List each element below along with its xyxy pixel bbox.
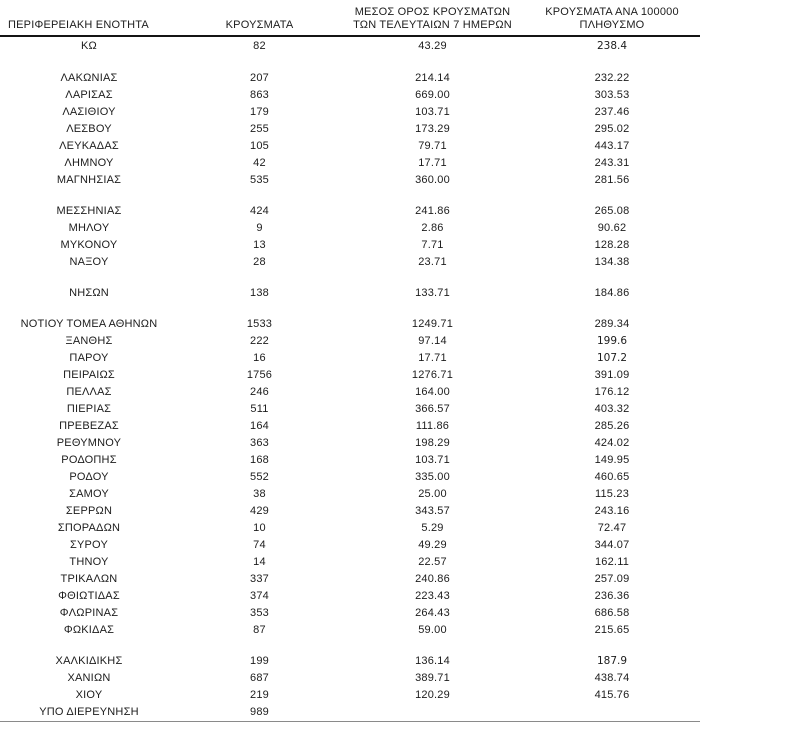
section-spacer — [0, 189, 700, 203]
regional-cases-table — [0, 6, 700, 723]
cell-cases: 82 — [253, 40, 266, 52]
table-row — [0, 554, 700, 571]
cell-avg-7day: 49.29 — [418, 539, 447, 551]
cell-avg-7day: 240.86 — [415, 573, 450, 585]
column-header-label: ΚΡΟΥΣΜΑΤΑ — [225, 19, 294, 31]
bottom-rule — [0, 722, 700, 723]
cell-region-name: ΚΩ — [81, 40, 97, 52]
table-row — [0, 452, 700, 469]
section-spacer-row — [0, 639, 700, 653]
cell-per-100k: 403.32 — [594, 403, 630, 415]
cell-avg-7day: 136.14 — [415, 655, 450, 667]
cell-region-name: ΠΕΙΡΑΙΩΣ — [63, 369, 115, 381]
cell-avg-7day — [341, 704, 524, 722]
table-row — [0, 622, 700, 639]
table-row — [0, 401, 700, 418]
cell-cases: 10 — [253, 522, 266, 534]
cell-avg-7day: 5.29 — [421, 522, 444, 534]
cell-per-100k: 115.23 — [594, 488, 630, 500]
table-row — [0, 687, 700, 704]
cell-cases: 219 — [250, 689, 269, 701]
table-row — [0, 121, 700, 138]
cell-avg-7day: 103.71 — [415, 106, 450, 118]
cell-avg-7day: 264.43 — [415, 607, 450, 619]
cell-region-name: ΧΑΛΚΙΔΙΚΗΣ — [55, 655, 123, 667]
cell-region-name: ΝΗΣΩΝ — [69, 287, 109, 299]
cell-cases: 105 — [250, 140, 269, 152]
cell-per-100k: 176.12 — [594, 386, 630, 398]
section-spacer — [0, 639, 700, 653]
cell-cases: 552 — [250, 471, 269, 483]
cell-region-name: ΤΗΝΟΥ — [69, 556, 109, 568]
cell-per-100k: 107.2 — [596, 352, 628, 364]
cell-avg-7day: 335.00 — [415, 471, 450, 483]
cell-per-100k: 72.47 — [597, 522, 627, 534]
cell-cases: 207 — [250, 72, 269, 84]
column-header-per-100k — [524, 6, 700, 36]
cell-per-100k: 686.58 — [594, 607, 630, 619]
cell-avg-7day: 1276.71 — [411, 369, 454, 381]
cell-avg-7day: 214.14 — [415, 72, 450, 84]
table-row — [0, 220, 700, 237]
table-row — [0, 203, 700, 220]
header-row — [0, 6, 700, 36]
column-header-avg-7day — [341, 6, 524, 36]
cell-region-name: ΝΑΞΟΥ — [69, 256, 109, 268]
cell-avg-7day: 2.86 — [421, 222, 444, 234]
cell-per-100k: 257.09 — [594, 573, 630, 585]
table-row — [0, 670, 700, 687]
table-row — [0, 155, 700, 172]
cell-avg-7day: 669.00 — [415, 89, 450, 101]
cell-region-name: ΧΙΟΥ — [75, 689, 103, 701]
cell-per-100k: 344.07 — [594, 539, 630, 551]
cell-cases: 1756 — [246, 369, 273, 381]
cell-avg-7day: 366.57 — [415, 403, 450, 415]
cell-cases: 424 — [250, 205, 269, 217]
cell-cases: 687 — [250, 672, 269, 684]
cell-per-100k: 162.11 — [594, 556, 630, 568]
section-spacer-row — [0, 189, 700, 203]
cell-region-name: ΛΑΣΙΘΙΟΥ — [62, 106, 116, 118]
cell-avg-7day: 198.29 — [415, 437, 450, 449]
column-header-regional-unit — [0, 6, 178, 36]
cell-region-name: ΡΕΘΥΜΝΟΥ — [56, 437, 122, 449]
cell-cases: 179 — [250, 106, 269, 118]
cell-per-100k: 295.02 — [594, 123, 630, 135]
table-row — [0, 418, 700, 435]
cell-avg-7day: 22.57 — [418, 556, 447, 568]
cell-per-100k: 289.34 — [594, 318, 630, 330]
table-header — [0, 6, 700, 36]
cell-cases: 168 — [250, 454, 269, 466]
cell-region-name: ΧΑΝΙΩΝ — [67, 672, 111, 684]
section-spacer-row — [0, 56, 700, 70]
cell-cases: 255 — [250, 123, 269, 135]
cell-avg-7day: 7.71 — [421, 239, 444, 251]
cell-cases: 429 — [250, 505, 269, 517]
table-row — [0, 285, 700, 302]
cell-per-100k: 184.86 — [594, 287, 630, 299]
cell-cases: 222 — [250, 335, 269, 347]
cell-cases: 164 — [250, 420, 269, 432]
cell-cases: 353 — [250, 607, 269, 619]
cell-avg-7day: 103.71 — [415, 454, 450, 466]
cell-region-name: ΝΟΤΙΟΥ ΤΟΜΕΑ ΑΘΗΝΩΝ — [20, 318, 158, 330]
cell-per-100k: 243.31 — [594, 157, 630, 169]
cell-avg-7day: 23.71 — [418, 256, 447, 268]
table-body — [0, 36, 700, 722]
cell-cases: 87 — [253, 624, 266, 636]
table-row — [0, 435, 700, 452]
cell-avg-7day: 17.71 — [418, 157, 447, 169]
section-spacer-row — [0, 302, 700, 316]
table-row — [0, 588, 700, 605]
table-row — [0, 316, 700, 333]
cell-avg-7day: 343.57 — [415, 505, 450, 517]
table-row — [0, 172, 700, 189]
cell-avg-7day: 17.71 — [418, 352, 447, 364]
cell-per-100k: 303.53 — [594, 89, 630, 101]
cell-region-name: ΛΕΣΒΟΥ — [66, 123, 112, 135]
table-row — [0, 486, 700, 503]
cell-cases: 14 — [253, 556, 266, 568]
cell-avg-7day: 173.29 — [415, 123, 450, 135]
cell-cases: 38 — [253, 488, 266, 500]
cell-region-name: ΡΟΔΟΥ — [69, 471, 109, 483]
cell-per-100k: 90.62 — [597, 222, 627, 234]
cell-per-100k: 438.74 — [594, 672, 630, 684]
section-spacer — [0, 56, 700, 70]
cell-cases: 989 — [250, 706, 269, 718]
cell-cases: 511 — [250, 403, 269, 415]
table-row — [0, 537, 700, 554]
cell-cases: 138 — [250, 287, 269, 299]
cell-region-name: ΦΩΚΙΔΑΣ — [63, 624, 115, 636]
cell-per-100k: 236.36 — [594, 590, 630, 602]
cell-per-100k: 134.38 — [594, 256, 630, 268]
cell-region-name: ΡΟΔΟΠΗΣ — [61, 454, 117, 466]
cell-avg-7day: 111.86 — [415, 420, 450, 432]
cell-per-100k — [524, 704, 700, 722]
table-row — [0, 254, 700, 271]
cell-region-name: ΠΕΛΛΑΣ — [66, 386, 112, 398]
cell-per-100k: 215.65 — [594, 624, 630, 636]
cell-per-100k: 199.6 — [596, 335, 628, 347]
cell-avg-7day: 360.00 — [415, 174, 450, 186]
cell-cases: 199 — [250, 655, 269, 667]
table-row — [0, 605, 700, 622]
cell-per-100k: 391.09 — [594, 369, 630, 381]
table-row — [0, 653, 700, 670]
cell-region-name: ΦΘΙΩΤΙΔΑΣ — [58, 590, 120, 602]
cell-cases: 363 — [250, 437, 269, 449]
table-row — [0, 87, 700, 104]
cell-cases: 337 — [250, 573, 269, 585]
cell-avg-7day: 241.86 — [415, 205, 450, 217]
cell-avg-7day: 79.71 — [418, 140, 447, 152]
cell-avg-7day: 164.00 — [415, 386, 450, 398]
table-row — [0, 704, 700, 722]
table-footer — [0, 722, 700, 723]
column-header-label-line1: ΚΡΟΥΣΜΑΤΑ ΑΝΑ 100000 — [545, 6, 679, 18]
cell-per-100k: 443.17 — [594, 140, 630, 152]
table-row — [0, 138, 700, 155]
section-spacer — [0, 302, 700, 316]
cell-region-name: ΛΕΥΚΑΔΑΣ — [59, 140, 119, 152]
table-row — [0, 104, 700, 121]
cell-region-name: ΛΑΡΙΣΑΣ — [65, 89, 113, 101]
table-row — [0, 503, 700, 520]
cell-avg-7day: 389.71 — [415, 672, 450, 684]
cell-region-name: ΣΑΜΟΥ — [69, 488, 109, 500]
cell-region-name: ΠΙΕΡΙΑΣ — [66, 403, 112, 415]
column-header-label-line2: ΠΛΗΘΥΣΜΟ — [579, 19, 645, 31]
column-header-label-line2: ΤΩΝ ΤΕΛΕΥΤΑΙΩΝ 7 ΗΜΕΡΩΝ — [353, 19, 512, 31]
cell-per-100k: 460.65 — [594, 471, 630, 483]
table-row — [0, 70, 700, 87]
cell-region-name: ΦΛΩΡΙΝΑΣ — [59, 607, 119, 619]
table-row — [0, 350, 700, 367]
cell-region-name: ΣΠΟΡΑΔΩΝ — [57, 522, 121, 534]
cell-cases: 535 — [250, 174, 269, 186]
cell-region-name: ΤΡΙΚΑΛΩΝ — [60, 573, 118, 585]
cell-cases: 9 — [256, 222, 263, 234]
cell-per-100k: 238.4 — [596, 40, 628, 52]
cell-region-name: ΜΥΚΟΝΟΥ — [60, 239, 118, 251]
cell-per-100k: 232.22 — [594, 72, 630, 84]
cell-region-name: ΞΑΝΘΗΣ — [65, 335, 113, 347]
cell-per-100k: 415.76 — [594, 689, 630, 701]
cell-cases: 374 — [250, 590, 269, 602]
cell-avg-7day: 25.00 — [418, 488, 447, 500]
cell-cases: 13 — [253, 239, 266, 251]
cell-per-100k: 187.9 — [596, 655, 628, 667]
cell-per-100k: 285.26 — [594, 420, 630, 432]
cell-region-name: ΣΕΡΡΩΝ — [65, 505, 113, 517]
bottom-rule-line — [0, 722, 700, 723]
cell-cases: 42 — [253, 157, 266, 169]
cell-region-name: ΠΑΡΟΥ — [69, 352, 109, 364]
cell-per-100k: 281.56 — [594, 174, 630, 186]
table-row — [0, 384, 700, 401]
cell-avg-7day: 59.00 — [418, 624, 447, 636]
cell-region-name: ΛΑΚΩΝΙΑΣ — [60, 72, 118, 84]
cell-region-name: ΥΠΟ ΔΙΕΡΕΥΝΗΣΗ — [39, 706, 139, 718]
cell-region-name: ΣΥΡΟΥ — [69, 539, 108, 551]
cell-region-name: ΜΕΣΣΗΝΙΑΣ — [56, 205, 122, 217]
table-row — [0, 237, 700, 254]
cell-region-name: ΠΡΕΒΕΖΑΣ — [59, 420, 119, 432]
table-row — [0, 367, 700, 384]
cell-cases: 246 — [250, 386, 269, 398]
cell-cases: 1533 — [246, 318, 273, 330]
column-header-cases — [178, 6, 341, 36]
table-row — [0, 333, 700, 350]
cell-per-100k: 149.95 — [594, 454, 630, 466]
section-spacer-row — [0, 271, 700, 285]
column-header-label-line1: ΜΕΣΟΣ ΟΡΟΣ ΚΡΟΥΣΜΑΤΩΝ — [354, 6, 511, 18]
cell-avg-7day: 1249.71 — [411, 318, 454, 330]
cell-avg-7day: 223.43 — [415, 590, 450, 602]
cell-cases: 16 — [253, 352, 266, 364]
cell-avg-7day: 97.14 — [418, 335, 447, 347]
cell-avg-7day: 43.29 — [418, 40, 447, 52]
cell-cases: 863 — [250, 89, 269, 101]
cell-avg-7day: 120.29 — [415, 689, 450, 701]
cell-region-name: ΛΗΜΝΟΥ — [64, 157, 114, 169]
cell-cases: 28 — [253, 256, 266, 268]
cell-per-100k: 265.08 — [594, 205, 630, 217]
cell-per-100k: 237.46 — [594, 106, 630, 118]
column-header-label: ΠΕΡΙΦΕΡΕΙΑΚΗ ΕΝΟΤΗΤΑ — [8, 19, 149, 31]
cell-per-100k: 128.28 — [594, 239, 630, 251]
table-row — [0, 520, 700, 537]
table-row — [0, 36, 700, 56]
table-row — [0, 571, 700, 588]
table-row — [0, 469, 700, 486]
cell-avg-7day: 133.71 — [415, 287, 450, 299]
cell-region-name: ΜΗΛΟΥ — [68, 222, 110, 234]
section-spacer — [0, 271, 700, 285]
cell-region-name: ΜΑΓΝΗΣΙΑΣ — [56, 174, 122, 186]
cell-per-100k: 424.02 — [594, 437, 630, 449]
cell-cases: 74 — [253, 539, 266, 551]
cell-per-100k: 243.16 — [594, 505, 630, 517]
